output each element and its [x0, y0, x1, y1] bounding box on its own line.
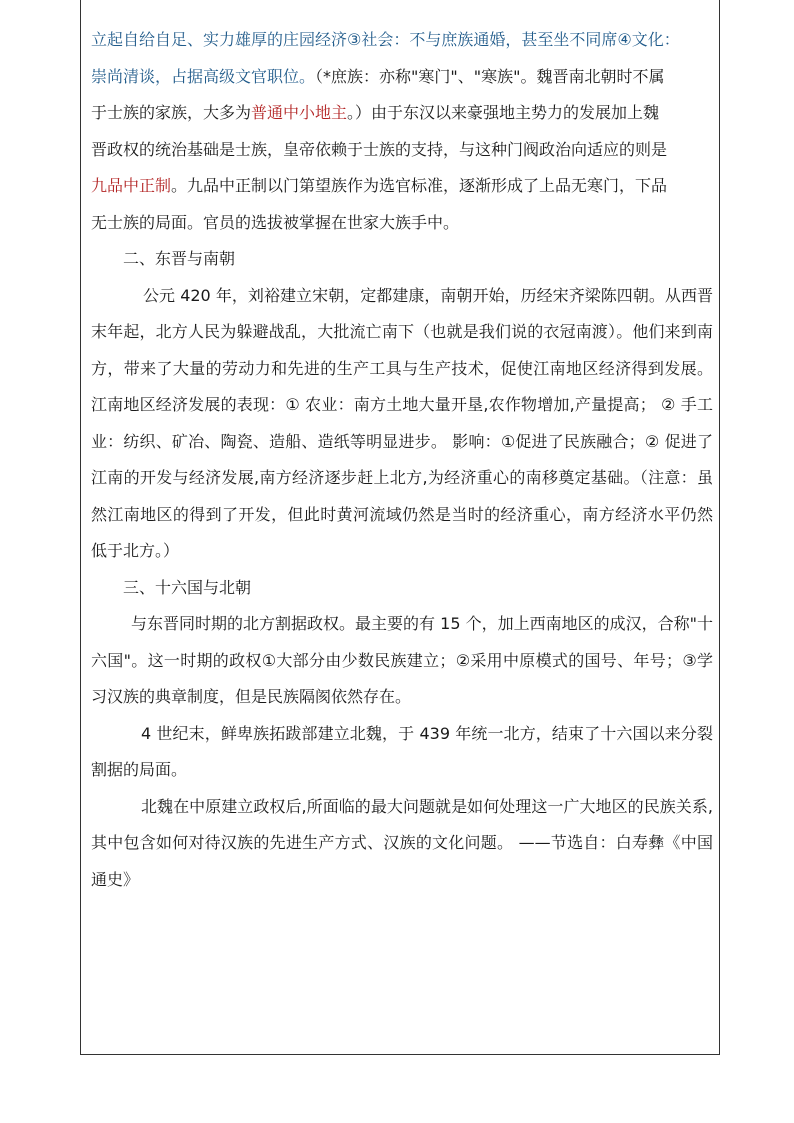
- section3-heading: 三、十六国与北朝: [123, 577, 252, 597]
- section2-paragraph: 公元 420 年，刘裕建立宋朝，定都建康，南朝开始，历经宋齐梁陈四朝。从西晋末年起，北方人民为躲避战乱，大批流亡南下（也就是我们说的衣冠南渡）。他们来到南方，带来了大量的劳动力和先进的生产工具与生产技术，促使江南地区经济得到发展。 江南地区经济发展的表现：① 农业：南方土地大量开垦,农作物增加,产量提高； ② 手工业：纺织、矿冶、陶瓷、造船、造纸等明显进步。 影响：①促进了民族融合；② 促进了江南的开发与经济发展,南方经济逐步赶上北方,为经济重心的南移奠定基础。（注意：虽然江南地区的得到了开发，但此时黄河流域仍然是当时的经济重心，南方经济水平仍然低于北方。）: [91, 285, 713, 560]
- intro-line2-rest: （*庶族：亦称"寒门"、"寒族"。魏晋南北朝时不属: [315, 66, 665, 86]
- intro-line1: 立起自给自足、实力雄厚的庄园经济③社会：不与庶族通婚，甚至坐不同席④文化：: [91, 30, 680, 49]
- intro-line2-blue: 崇尚清谈，占据高级文官职位。: [91, 66, 316, 86]
- intro-line6: 无士族的局面。官员的选拔被掌握在世家大族手中。: [91, 212, 460, 232]
- section3-paragraph-3: 北魏在中原建立政权后,所面临的最大问题就是如何处理这一广大地区的民族关系,其中包含如何对待汉族的先进生产方式、汉族的文化问题。 ——节选自：白寿彝《中国通史》: [91, 796, 713, 889]
- document-table-cell: [80, 0, 720, 1055]
- intro-line5-rest: 。九品中正制以门第望族作为选官标准，逐渐形成了上品无寒门，下品: [171, 176, 668, 195]
- document-body: [91, 22, 713, 898]
- intro-line3-red: 普通中小地主: [251, 103, 348, 122]
- section3-paragraph-1: 与东晋同时期的北方割据政权。最主要的有 15 个，加上西南地区的成汉，合称"十六国"。这一时期的政权①大部分由少数民族建立；②采用中原模式的国号、年号；③学习汉族的典章制度，但是民族隔阂依然存在。: [91, 614, 713, 706]
- intro-line4: 晋政权的统治基础是士族，皇帝依赖于士族的支持，与这种门阀政治向适应的则是: [91, 139, 668, 159]
- intro-paragraph: [91, 22, 713, 241]
- intro-line3-start: 于士族的家族，大多为: [91, 103, 252, 122]
- section3-paragraph-2: 4 世纪末，鲜卑族拓跋部建立北魏，于 439 年统一北方，结束了十六国以来分裂割据的局面。: [91, 723, 713, 779]
- section2-heading: 二、东晋与南朝: [123, 249, 236, 268]
- intro-line3-rest: 。）由于东汉以来豪强地主势力的发展加上魏: [347, 103, 660, 122]
- intro-line5-red: 九品中正制: [91, 176, 172, 195]
